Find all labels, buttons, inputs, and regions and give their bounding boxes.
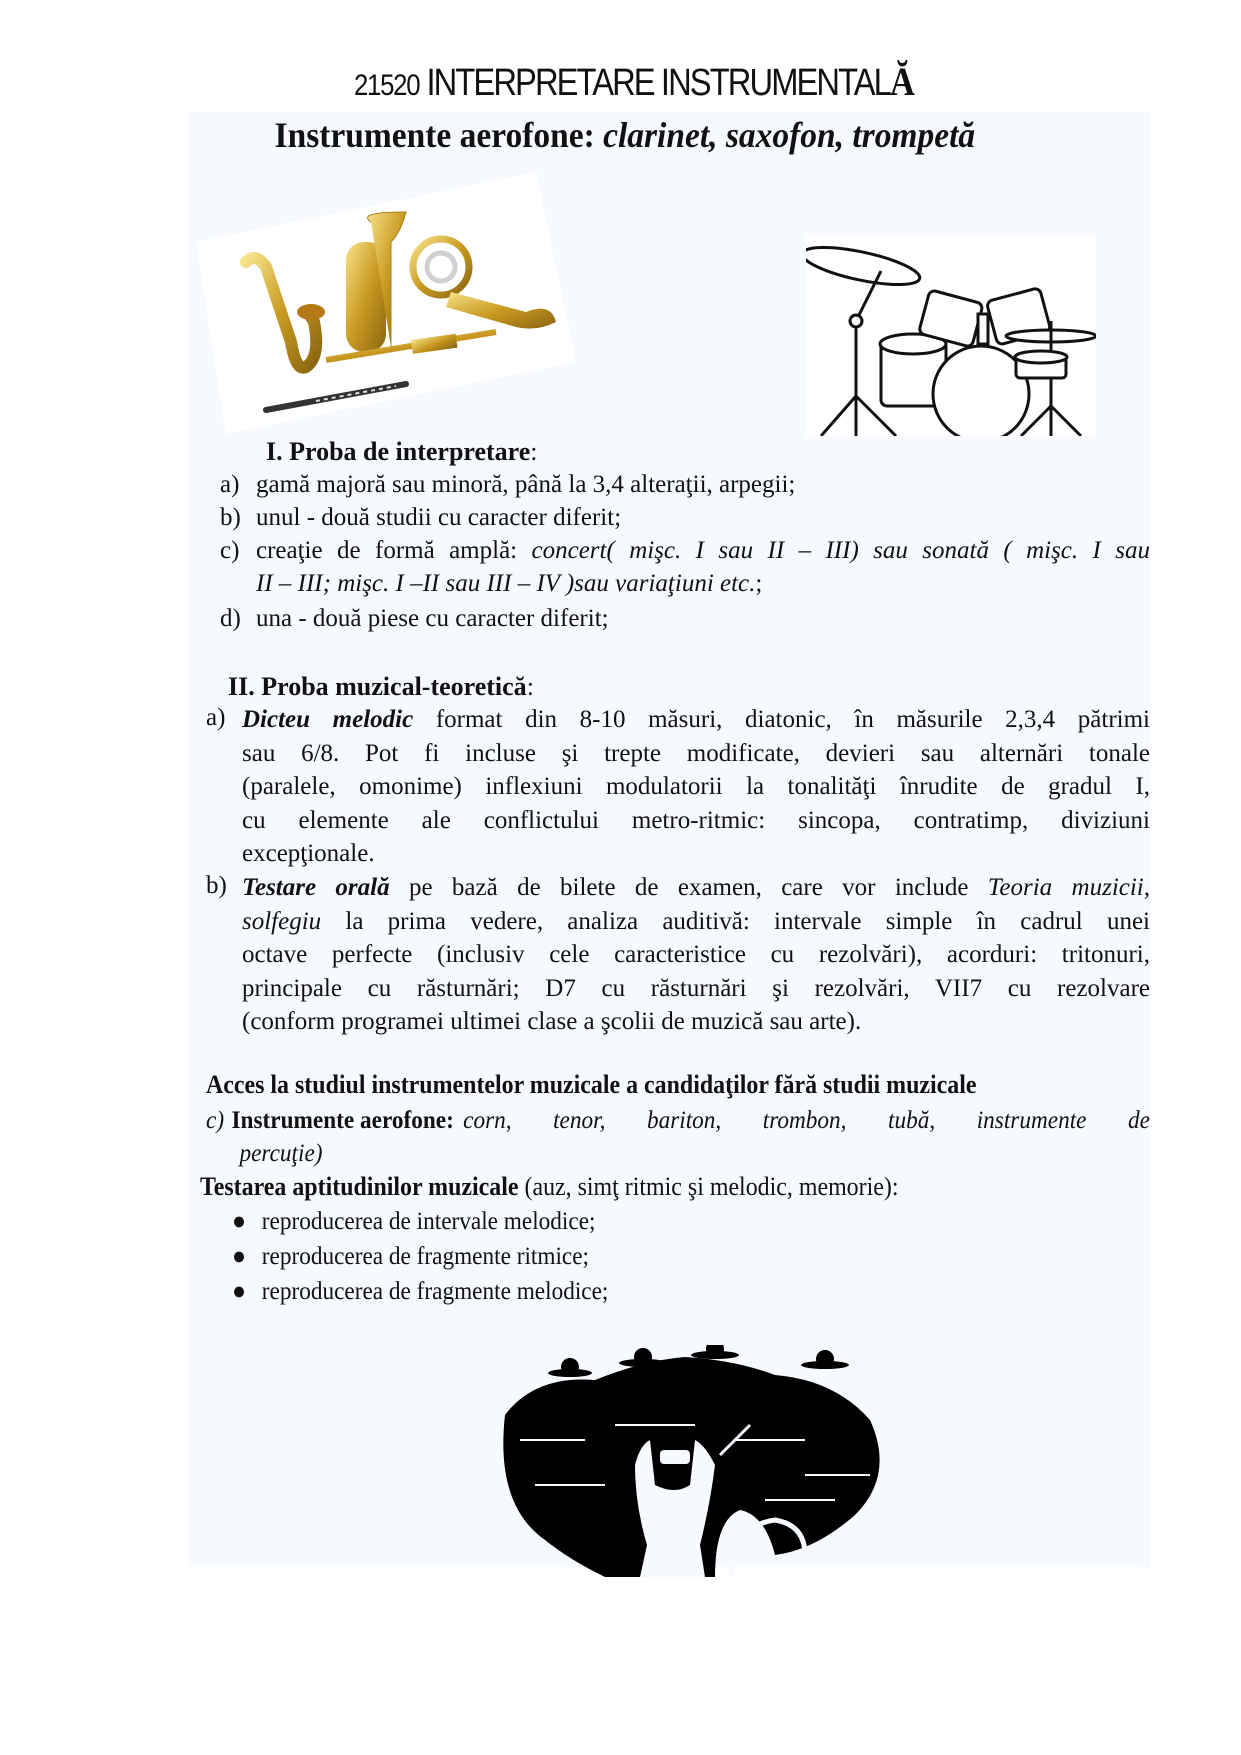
paragraph-line xyxy=(242,905,1150,939)
document-subtitle xyxy=(48,114,1202,156)
paragraph-line xyxy=(242,871,1150,905)
section1-heading-text: I. Proba de interpretare xyxy=(266,437,531,466)
paragraph-line: sau 6/8. Pot fi incluse şi trepte modificate, devieri sau alternări tonale xyxy=(242,739,1150,767)
drum-kit-image xyxy=(806,236,1096,436)
bullet-text: reproducerea de intervale melodice; xyxy=(261,1208,596,1235)
item-c-italic-2: II – III; mişc. I –II sau III – IV )sau variaţiuni etc. xyxy=(256,570,756,597)
bullet-text: reproducerea de fragmente ritmice; xyxy=(261,1243,590,1270)
item-c-end: ; xyxy=(755,570,763,597)
paragraph-line: (paralele, omonime) inflexiuni modulatorii la tonalităţi înrudite de gradul I, xyxy=(242,773,1150,801)
document-title xyxy=(101,58,1168,105)
aptitude-test-title: Testarea aptitudinilor muzicale xyxy=(200,1172,519,1201)
item-c-line2 xyxy=(206,1137,1084,1170)
section1-item-c xyxy=(220,534,1150,601)
item-c-instruments-cont: percuţie) xyxy=(239,1140,323,1167)
item-c-italic-1: concert( mişc. I sau II – III) sau sonată ( mişc. I sau xyxy=(531,537,1151,564)
line-text: la prima vedere, analiza auditivă: intervale simple în cadrul unei xyxy=(345,907,1150,935)
bullet-list-item xyxy=(232,1243,589,1271)
section2-heading-colon: : xyxy=(526,672,534,701)
section3-heading: Acces la studiul instrumentelor muzicale a candidaţilor fără studii muzicale xyxy=(206,1070,977,1099)
aptitude-test-heading xyxy=(200,1172,898,1202)
list-item-text xyxy=(256,534,1150,568)
bullet-icon: ● xyxy=(232,1243,247,1270)
section2-item-b-marker: b) xyxy=(206,872,227,899)
list-item-text: gamă majoră sau minoră, până la 3,4 alteraţii, arpegii; xyxy=(256,471,796,498)
program-code: 21520 xyxy=(353,69,420,102)
list-marker: a) xyxy=(220,471,240,498)
term-dicteu-melodic: Dicteu melodic xyxy=(242,706,414,733)
section2-item-a xyxy=(242,703,1150,871)
item-c-plain: creaţie de formă amplă: xyxy=(256,537,532,564)
term-testare-orala: Testare orală xyxy=(242,874,390,901)
list-item-text-cont xyxy=(256,567,762,601)
list-marker: d) xyxy=(220,605,241,632)
subtitle-label: Instrumente aerofone: xyxy=(274,115,604,155)
list-item-text: unul - două studii cu caracter diferit; xyxy=(256,504,622,531)
section2-heading xyxy=(228,670,534,704)
paragraph-line: excepţionale. xyxy=(242,840,375,868)
item-c-instruments: corn, tenor, bariton, trombon, tubă, instrumente de xyxy=(463,1107,1150,1134)
item-c-line1 xyxy=(206,1104,1150,1137)
bullet-icon: ● xyxy=(232,1278,247,1305)
item-c-label: Instrumente aerofone: xyxy=(231,1107,454,1134)
brass-instruments-image xyxy=(196,172,576,434)
list-marker: c) xyxy=(220,537,240,564)
list-marker: b) xyxy=(220,504,241,531)
section1-heading-colon: : xyxy=(530,437,538,466)
program-title: INTERPRETARE INSTRUMENTAL xyxy=(426,62,890,104)
subtitle-instruments: clarinet, saxofon, trompetă xyxy=(603,115,976,155)
paragraph-line: principale cu răsturnări; D7 cu răsturnări şi rezolvări, VII7 cu rezolvare xyxy=(242,974,1150,1002)
section2-item-b xyxy=(242,871,1150,1039)
bullet-icon: ● xyxy=(232,1208,247,1235)
term-teoria-muzicii: Teoria muzicii, xyxy=(987,874,1150,901)
line-text: pe bază de bilete de examen, care vor include xyxy=(408,874,969,901)
section2-heading-text: II. Proba muzical-teoretică xyxy=(228,672,527,701)
section2-item-a-marker: a) xyxy=(206,704,226,731)
paragraph-line: (conform programei ultimei clase a şcolii de muzică sau arte). xyxy=(242,1008,862,1036)
section3-item-c xyxy=(206,1104,1150,1170)
term-solfegiu: solfegiu xyxy=(242,907,322,935)
section1-heading xyxy=(266,435,538,469)
bullet-text: reproducerea de fragmente melodice; xyxy=(261,1278,609,1305)
paragraph-line: cu elemente ale conflictului metro-ritmic: sincopa, contratimp, diviziuni xyxy=(242,806,1150,834)
aptitude-test-detail: (auz, simţ ritmic şi melodic, memorie): xyxy=(524,1172,899,1201)
bullet-list-item xyxy=(232,1208,595,1236)
program-title-last-letter: Ă xyxy=(889,59,915,104)
item-c-marker: c) xyxy=(206,1107,225,1134)
paragraph-line: octave perfecte (inclusiv cele caracteristice cu rezolvări), acorduri: tritonuri, xyxy=(242,941,1150,969)
bullet-list-item xyxy=(232,1278,608,1306)
line-text: format din 8-10 măsuri, diatonic, în măsurile 2,3,4 pătrimi xyxy=(435,706,1151,733)
marching-band-image xyxy=(475,1345,895,1577)
list-item-text: una - două piese cu caracter diferit; xyxy=(256,605,609,632)
paragraph-line xyxy=(242,703,1150,737)
